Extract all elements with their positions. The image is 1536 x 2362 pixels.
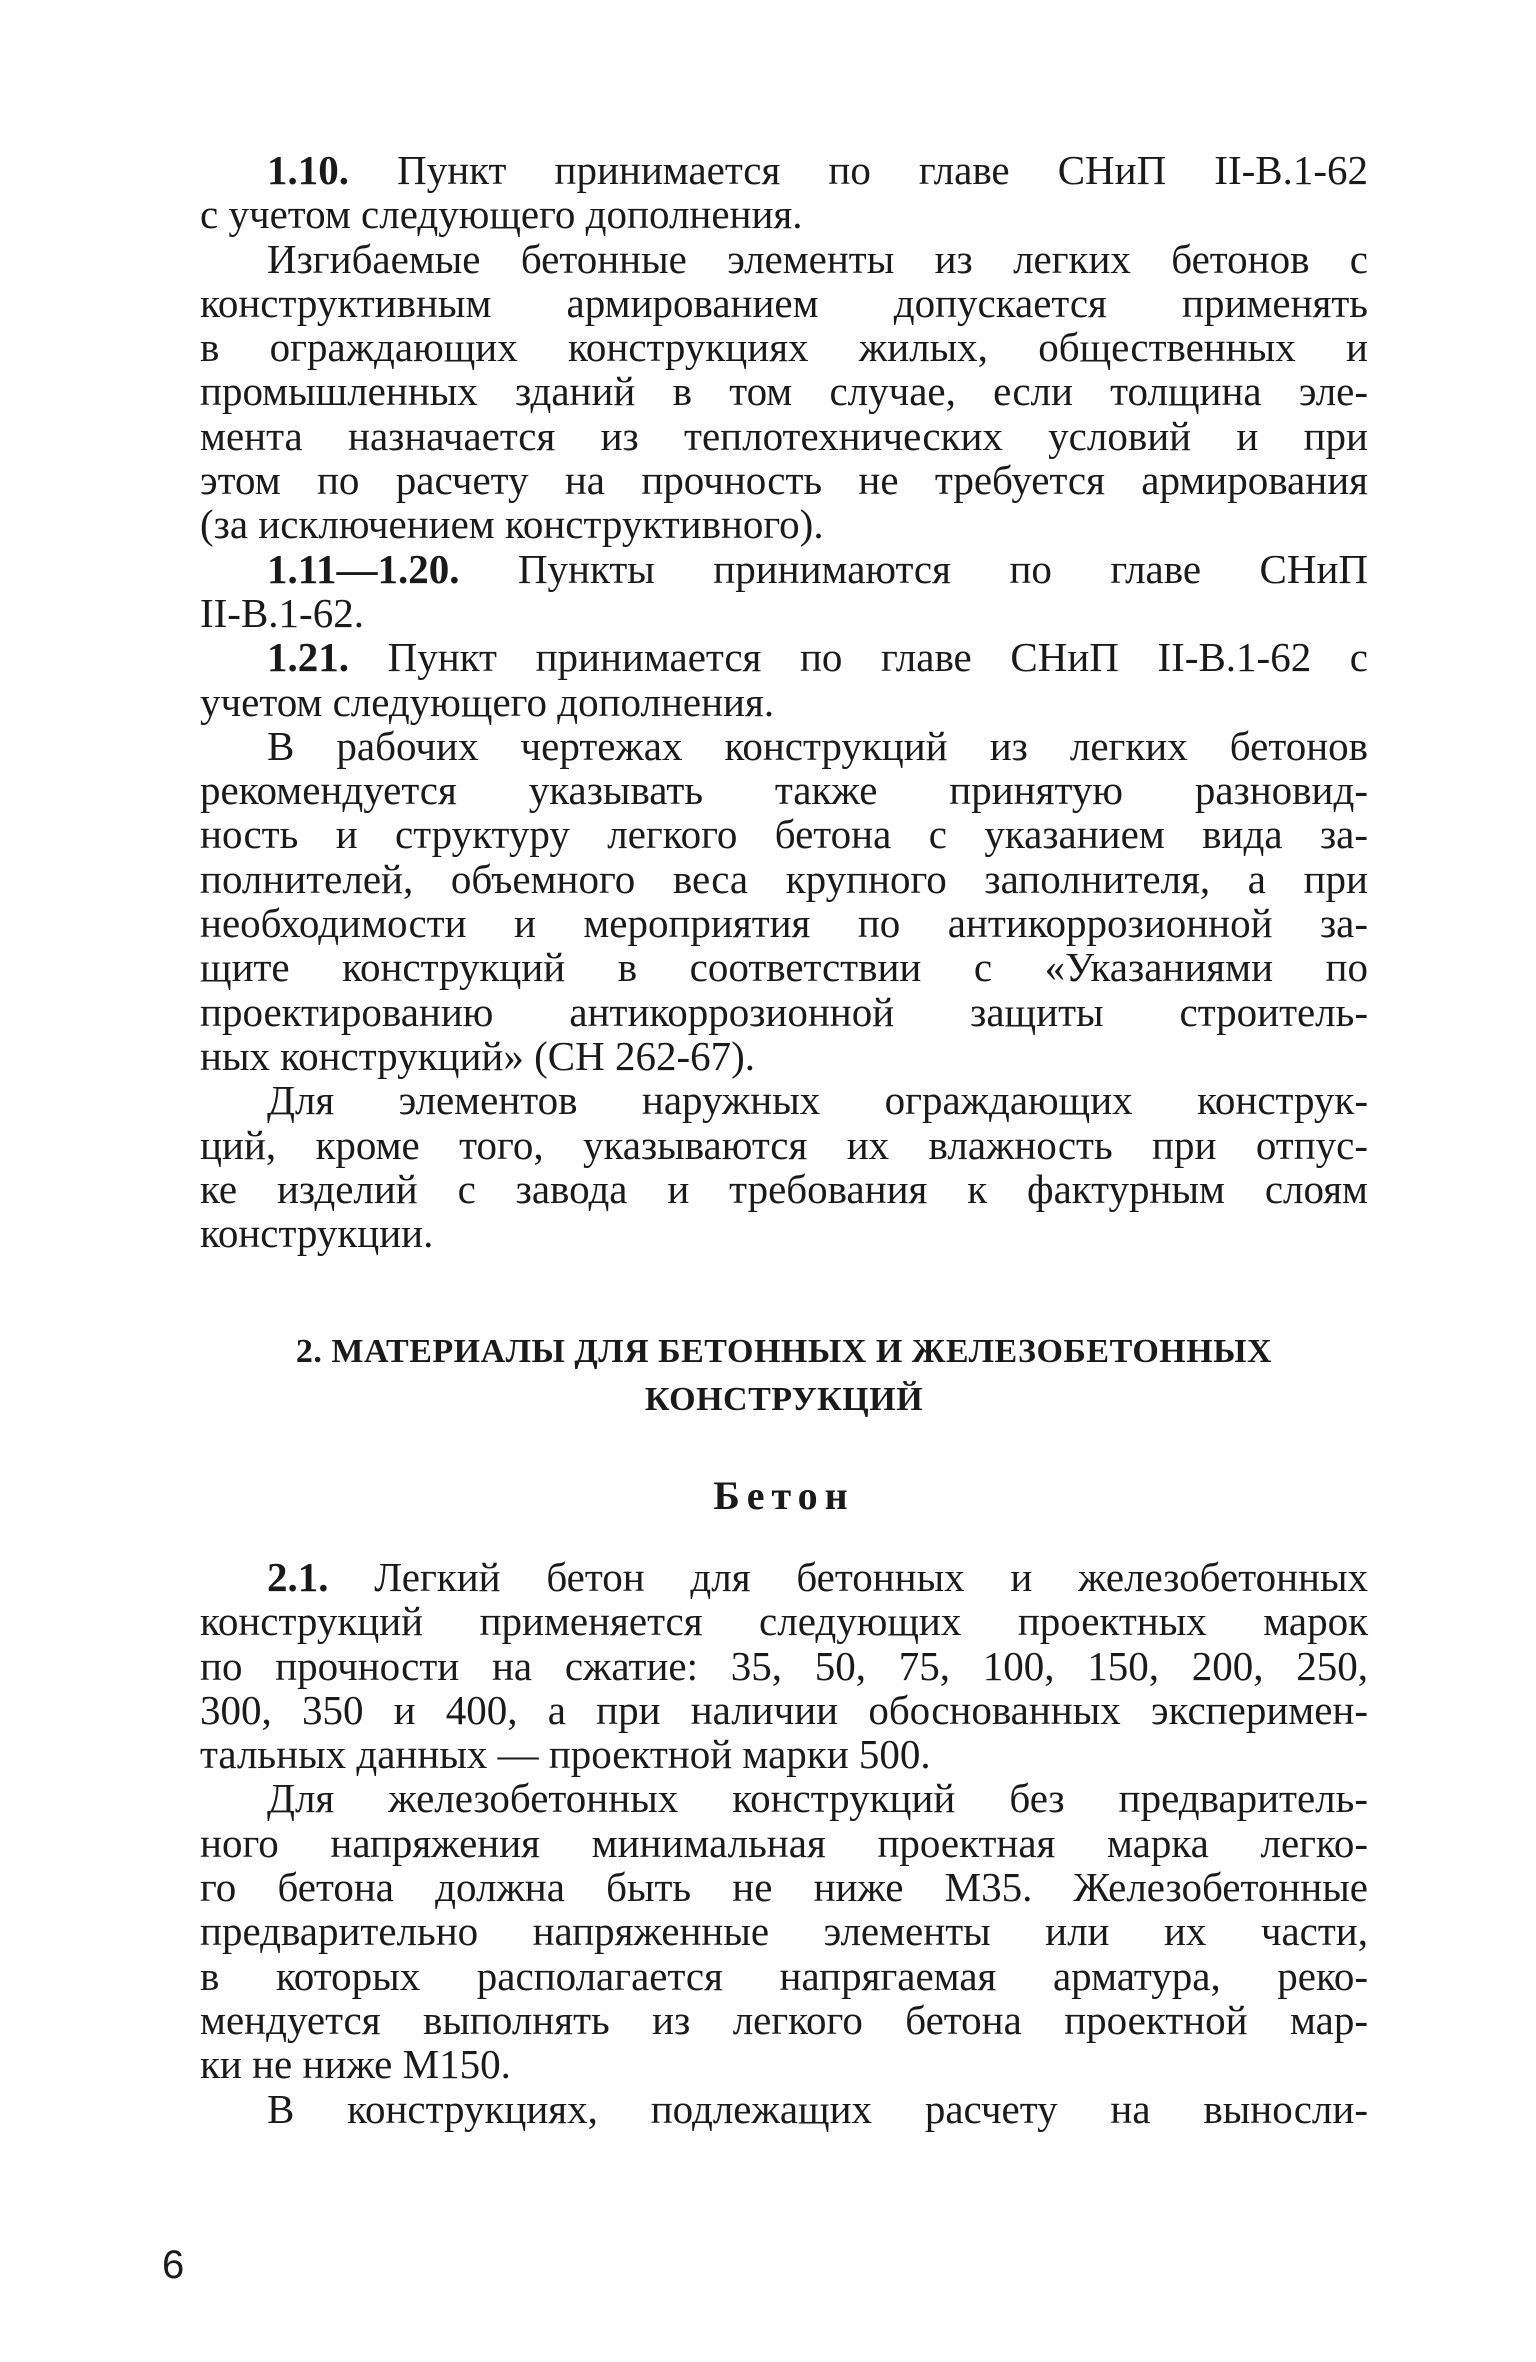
text-line [200,901,1368,945]
paragraph [200,1776,1368,2086]
text-line [200,1034,1368,1078]
text-line [200,414,1368,458]
line-text: Для элементов наружных ограждающих конструк- [267,1077,1368,1124]
text-line [200,2087,1368,2131]
line-text: Легкий бетон для бетонных и железобетонных [374,1554,1369,1600]
line-text: в ограждающих конструкциях жилых, общественных и [200,324,1368,371]
text-line [200,857,1368,901]
text-line [200,1078,1368,1122]
section-subheading: Бетон [713,1473,855,1518]
text-line [200,990,1368,1034]
paragraph [200,724,1368,1078]
line-text: Пункт принимается по главе СНиП II-В.1-62 с [387,634,1369,681]
page-number: 6 [162,2243,185,2287]
paragraph [200,547,1368,636]
line-text: го бетона должна быть не ниже М35. Железобетонные [200,1864,1368,1911]
line-text: мента назначается из теплотехнических условий и при [200,412,1368,459]
line-text: по прочности на сжатие: 35, 50, 75, 100, 150, 200, 250, [200,1642,1368,1689]
line-text: этом по расчету на прочность не требуется армирования [200,457,1368,504]
text-line [200,1555,1368,1599]
line-text: полнителей, объемного веса крупного заполнителя, а при [200,855,1368,902]
text-line [200,1211,1368,1255]
paragraph [200,1555,1368,1776]
line-text: ность и структуру легкого бетона с указанием вида за- [200,811,1368,858]
text-line [200,1998,1368,2042]
clause-number: 1.21. [267,634,349,681]
text-line [200,1776,1368,1820]
line-text: рекомендуется указывать также принятую разновид- [200,767,1368,814]
text-line [200,945,1368,989]
chapter-heading-line: КОНСТРУКЦИЙ [644,1381,924,1418]
line-text: Изгибаемые бетонные элементы из легких бетонов с [267,235,1368,282]
text-line [200,1954,1368,1998]
paragraph [200,1078,1368,1255]
text-line [200,237,1368,281]
line-text: с учетом следующего дополнения. [200,191,803,238]
line-text: ного напряжения минимальная проектная марка легко- [200,1819,1368,1866]
text-line [200,1865,1368,1909]
line-text: в которых располагается напрягаемая арматура, реко- [200,1952,1368,1999]
text-line [200,325,1368,369]
text-line [200,192,1368,236]
line-text: конструкции. [200,1210,434,1257]
text-line [200,1821,1368,1865]
paragraph [200,635,1368,724]
text-line [200,768,1368,812]
text-line [200,1732,1368,1776]
text-line [200,1123,1368,1167]
paragraph [200,148,1368,237]
text-line [200,369,1368,413]
line-text: В рабочих чертежах конструкций из легких бетонов [267,722,1368,769]
text-line [200,281,1368,325]
text-line [200,1644,1368,1688]
text-line [200,680,1368,724]
paragraph [200,237,1368,547]
text-line [200,2042,1368,2086]
text-line [200,148,1368,192]
text-line [200,1909,1368,1953]
text-line [200,1167,1368,1211]
line-text: ке изделий с завода и требования к фактурным слоям [200,1165,1368,1212]
line-text: (за исключением конструктивного). [200,501,824,548]
clause-number: 2.1. [267,1554,329,1600]
clause-number: 1.10. [267,147,349,193]
line-text: Для железобетонных конструкций без предваритель- [267,1775,1368,1822]
text-line [200,1599,1368,1643]
text-line [200,1688,1368,1732]
line-text: конструкций применяется следующих проектных марок [200,1598,1368,1645]
text-line [200,812,1368,856]
line-text: учетом следующего дополнения. [200,678,775,725]
line-text: ки не ниже М150. [200,2041,511,2088]
text-line [200,635,1368,679]
line-text: 300, 350 и 400, а при наличии обоснованных эксперимен- [200,1686,1368,1733]
line-text: ных конструкций» (СН 262-67). [200,1032,756,1079]
line-text: промышленных зданий в том случае, если толщина эле- [200,368,1368,415]
line-text: конструктивным армированием допускается применять [200,279,1368,326]
paragraph [200,2087,1368,2131]
line-text: ций, кроме того, указываются их влажность при отпус- [200,1121,1368,1168]
text-line [200,724,1368,768]
line-text: щите конструкций в соответствии с «Указаниями по [200,944,1368,991]
text-line [200,502,1368,546]
chapter-heading [200,1328,1368,1424]
text-line [200,458,1368,502]
section-2-body [200,1555,1368,2131]
line-text: II-В.1-62. [200,589,364,636]
line-text: тальных данных — проектной марки 500. [200,1731,931,1778]
chapter-heading-line: 2. МАТЕРИАЛЫ ДЛЯ БЕТОННЫХ И ЖЕЛЕЗОБЕТОННЫХ [295,1333,1273,1370]
text-line [200,591,1368,635]
clause-number: 1.11—1.20. [267,545,460,592]
line-text: проектированию антикоррозионной защиты строитель- [200,988,1368,1035]
section-1-body [200,148,1368,1255]
line-text: мендуется выполнять из легкого бетона проектной мар- [200,1996,1368,2043]
line-text: В конструкциях, подлежащих расчету на выносли- [267,2085,1368,2132]
text-line [200,547,1368,591]
line-text: предварительно напряженные элементы или их части, [200,1908,1368,1955]
line-text: необходимости и мероприятия по антикоррозионной за- [200,900,1368,947]
line-text: Пункт принимается по главе СНиП II-В.1-62 [397,147,1369,193]
line-text: Пункты принимаются по главе СНиП [517,545,1368,592]
